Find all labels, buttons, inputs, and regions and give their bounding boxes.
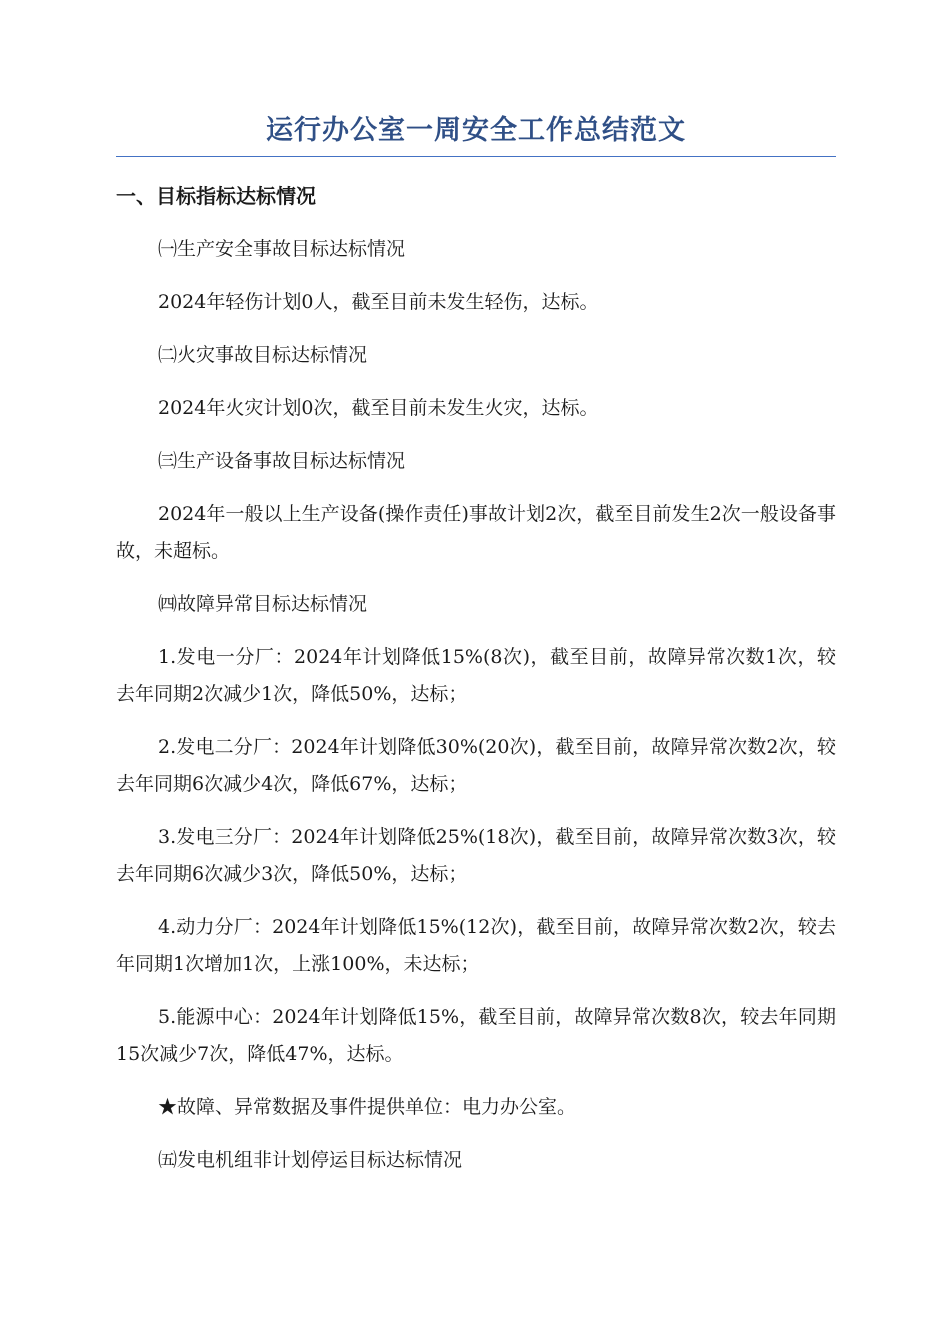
list-item-plant-1: 1.发电一分厂：2024年计划降低15%(8次)，截至目前，故障异常次数1次，较去年同期2次减少1次，降低50%，达标；	[116, 646, 836, 705]
subsection-heading-5: ㈤发电机组非计划停运目标达标情况	[158, 1149, 463, 1171]
note-data-source: ★故障、异常数据及事件提供单位：电力办公室。	[158, 1096, 577, 1118]
section-heading: 一、目标指标达标情况	[116, 184, 316, 208]
list-item-energy-center: 5.能源中心：2024年计划降低15%，截至目前，故障异常次数8次，较去年同期15次减少7次，降低47%，达标。	[116, 1006, 836, 1065]
list-item-plant-2: 2.发电二分厂：2024年计划降低30%(20次)，截至目前，故障异常次数2次，较去年同期6次减少4次，降低67%，达标；	[116, 736, 836, 795]
paragraph-fire: 2024年火灾计划0次，截至目前未发生火灾，达标。	[158, 397, 599, 419]
subsection-heading-2: ㈡火灾事故目标达标情况	[158, 344, 368, 366]
subsection-heading-3: ㈢生产设备事故目标达标情况	[158, 450, 406, 472]
document-page	[116, 112, 836, 1179]
list-item-power-plant: 4.动力分厂：2024年计划降低15%(12次)，截至目前，故障异常次数2次，较去年同期1次增加1次，上涨100%，未达标；	[116, 916, 836, 975]
subsection-heading-1: ㈠生产安全事故目标达标情况	[158, 238, 406, 260]
document-title: 运行办公室一周安全工作总结范文	[116, 112, 836, 157]
paragraph-equipment: 2024年一般以上生产设备(操作责任)事故计划2次，截至目前发生2次一般设备事故，未超标。	[116, 503, 836, 562]
paragraph-injury: 2024年轻伤计划0人，截至目前未发生轻伤，达标。	[158, 291, 599, 313]
list-item-plant-3: 3.发电三分厂：2024年计划降低25%(18次)，截至目前，故障异常次数3次，较去年同期6次减少3次，降低50%，达标；	[116, 826, 836, 885]
subsection-heading-4: ㈣故障异常目标达标情况	[158, 593, 368, 615]
